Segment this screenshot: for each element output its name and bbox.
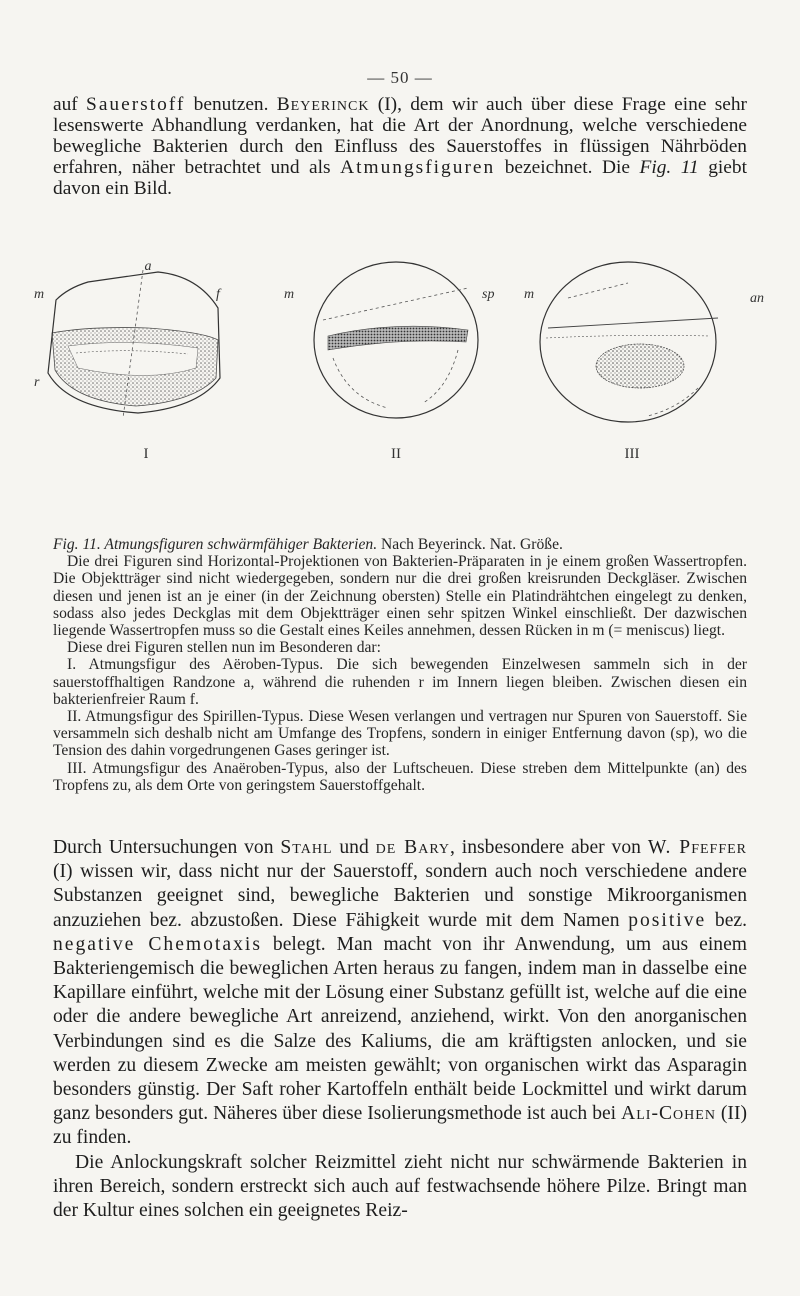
caption-paragraph-1: Die drei Figuren sind Horizontal-Projektionen von Bakterien-Präparaten in je einem großen Wassertropfen. Die Objektträger sind nicht wiedergegeben, sondern nur die drei großen kreisrunden Deckgläser. Zwischen diesen und jenen ist an je einer (in der Zeichnung obersten) Stelle ein Platindrähtchen eingelegt zu denken, sodass also jedes Deckglas mit dem Objektträger einen sehr spitzen Winkel einschließt. Der dazwischen liegende Wassertropfen muss so die Gestalt eines Keiles annehmen, dessen Rücken in m (= meniscus) liegt. [53,553,747,640]
label-an: an [750,291,764,306]
figure-caption [53,536,747,794]
text-span: bezeichnet. Die [495,157,640,178]
figure-11 [28,258,772,538]
text-span: (I), dem wir auch über diese Frage eine sehr lesenswerte Abhandlung verdanken, hat die Art der Anordnung, welche verschiedene bewegliche Bakterien durch den Einfluss des Sauerstoffes in flüssigen Nährböden erfahren, näher betrachtet und als [53,94,747,178]
text-span: Durch Untersuchungen von [53,837,281,858]
author-ali-cohen: Ali-Cohen [621,1103,716,1125]
figure-number-iii: III [624,446,640,462]
text-span: auf [53,94,87,115]
label-m-right: m [524,287,535,302]
text-span: (I) wissen wir, dass nicht nur der Sauerstoff, sondern auch noch verschiedene andere Substanzen geeignet sind, bewegliche Bakterien und sonstige Mikroorganismen anzuziehen bez. abzustoßen. Diese Fähigkeit wurde mit dem Namen [53,861,747,931]
text-span: (II) zu finden. [53,1103,747,1149]
term-negative-chemotaxis: negative Chemotaxis [53,933,262,955]
body-text [53,836,747,1223]
figure-i [48,270,220,418]
text-span: bez. [706,909,747,931]
label-f: f [216,287,220,302]
term-positive: positive [628,909,707,931]
figure-iii [540,262,718,422]
caption-source: Nach Beyerinck. Nat. Größe. [377,536,563,553]
author-pfeffer: W. Pfeffer [647,837,747,858]
label-r: r [34,375,40,390]
caption-title: Atmungsfiguren schwärmfähiger Bakterien. [100,536,378,553]
text-span: und [332,837,376,858]
emphasis-sauerstoff: Sauerstoff [86,94,186,115]
text-span: giebt davon ein Bild. [53,157,747,199]
page-number: — 50 — [367,68,433,87]
atmungsfiguren-illustration [28,258,772,538]
label-m-mid: m [284,287,295,302]
author-stahl: Stahl [280,837,333,858]
figure-reference: Fig. 11 [639,157,699,178]
caption-paragraph-4: II. Atmungsfigur des Spirillen-Typus. Diese Wesen verlangen und vertragen nur Spuren von Sauerstoff. Sie versammeln sich deshalb nicht am Umfange des Tropfens, sondern in einiger Entfernung davon (sp), wo die Tension des dahin vorgedrungenen Gases geringer ist. [53,708,747,760]
emphasis-atmungsfiguren: Atmungsfiguren [340,157,496,178]
author-de-bary: de Bary [375,837,451,858]
figure-number-i: I [143,446,149,462]
text-span: , insbesondere aber von [450,837,648,858]
intro-paragraph [53,94,747,199]
caption-title-line [53,536,747,553]
caption-paragraph-2: Diese drei Figuren stellen nun im Besonderen dar: [67,639,381,657]
text-span: belegt. Man macht von ihr Anwendung, um aus einem Bakteriengemisch die beweglichen Arten heraus zu fangen, indem man in dasselbe eine Kapillare einführt, welche mit der Lösung einer Substanz gefüllt ist, welche auf die eine oder die andere bewegliche Art anreizend, anziehend, wirkt. Von den anorganischen Verbindungen sind es die Salze des Kaliums, die am kräftigsten anlocken, und sie werden zu diesem Zwecke am meisten gewählt; von organischen wirkt das Asparagin besonders günstig. Der Saft roher Kartoffeln enthält beide Lockmittel und wirkt darum ganz besonders gut. Näheres über diese Isolierungsmethode ist auch bei [53,933,748,1125]
caption-paragraph-5: III. Atmungsfigur des Anaëroben-Typus, also der Luftscheuen. Diese streben dem Mittelpunkte (an) des Tropfens zu, als dem Orte von geringstem Sauerstoffgehalt. [53,759,747,794]
body-paragraph-1 [53,836,747,1151]
label-sp: sp [482,287,495,302]
figure-number-ii: II [391,446,401,462]
figure-ii [314,262,478,418]
label-a: a [144,259,152,274]
author-beyerinck: Beyerinck [276,94,370,115]
text-span: benutzen. [185,94,277,115]
caption-fig-ref: Fig. 11. [53,536,101,553]
body-paragraph-2: Die Anlockungskraft solcher Reizmittel zieht nicht nur schwärmende Bakterien in ihren Bereich, sondern erstreckt sich auch auf festwachsende höhere Pilze. Bringt man der Kultur eines solchen ein geeignetes Reiz- [53,1151,747,1222]
label-m-left: m [34,287,45,302]
caption-paragraph-3: I. Atmungsfigur des Aëroben-Typus. Die sich bewegenden Einzelwesen sammeln sich in der sauerstoffhaltigen Randzone a, während die ruhenden r im Innern liegen bleiben. Zwischen diesen ein bakterienfreier Raum f. [53,656,747,708]
